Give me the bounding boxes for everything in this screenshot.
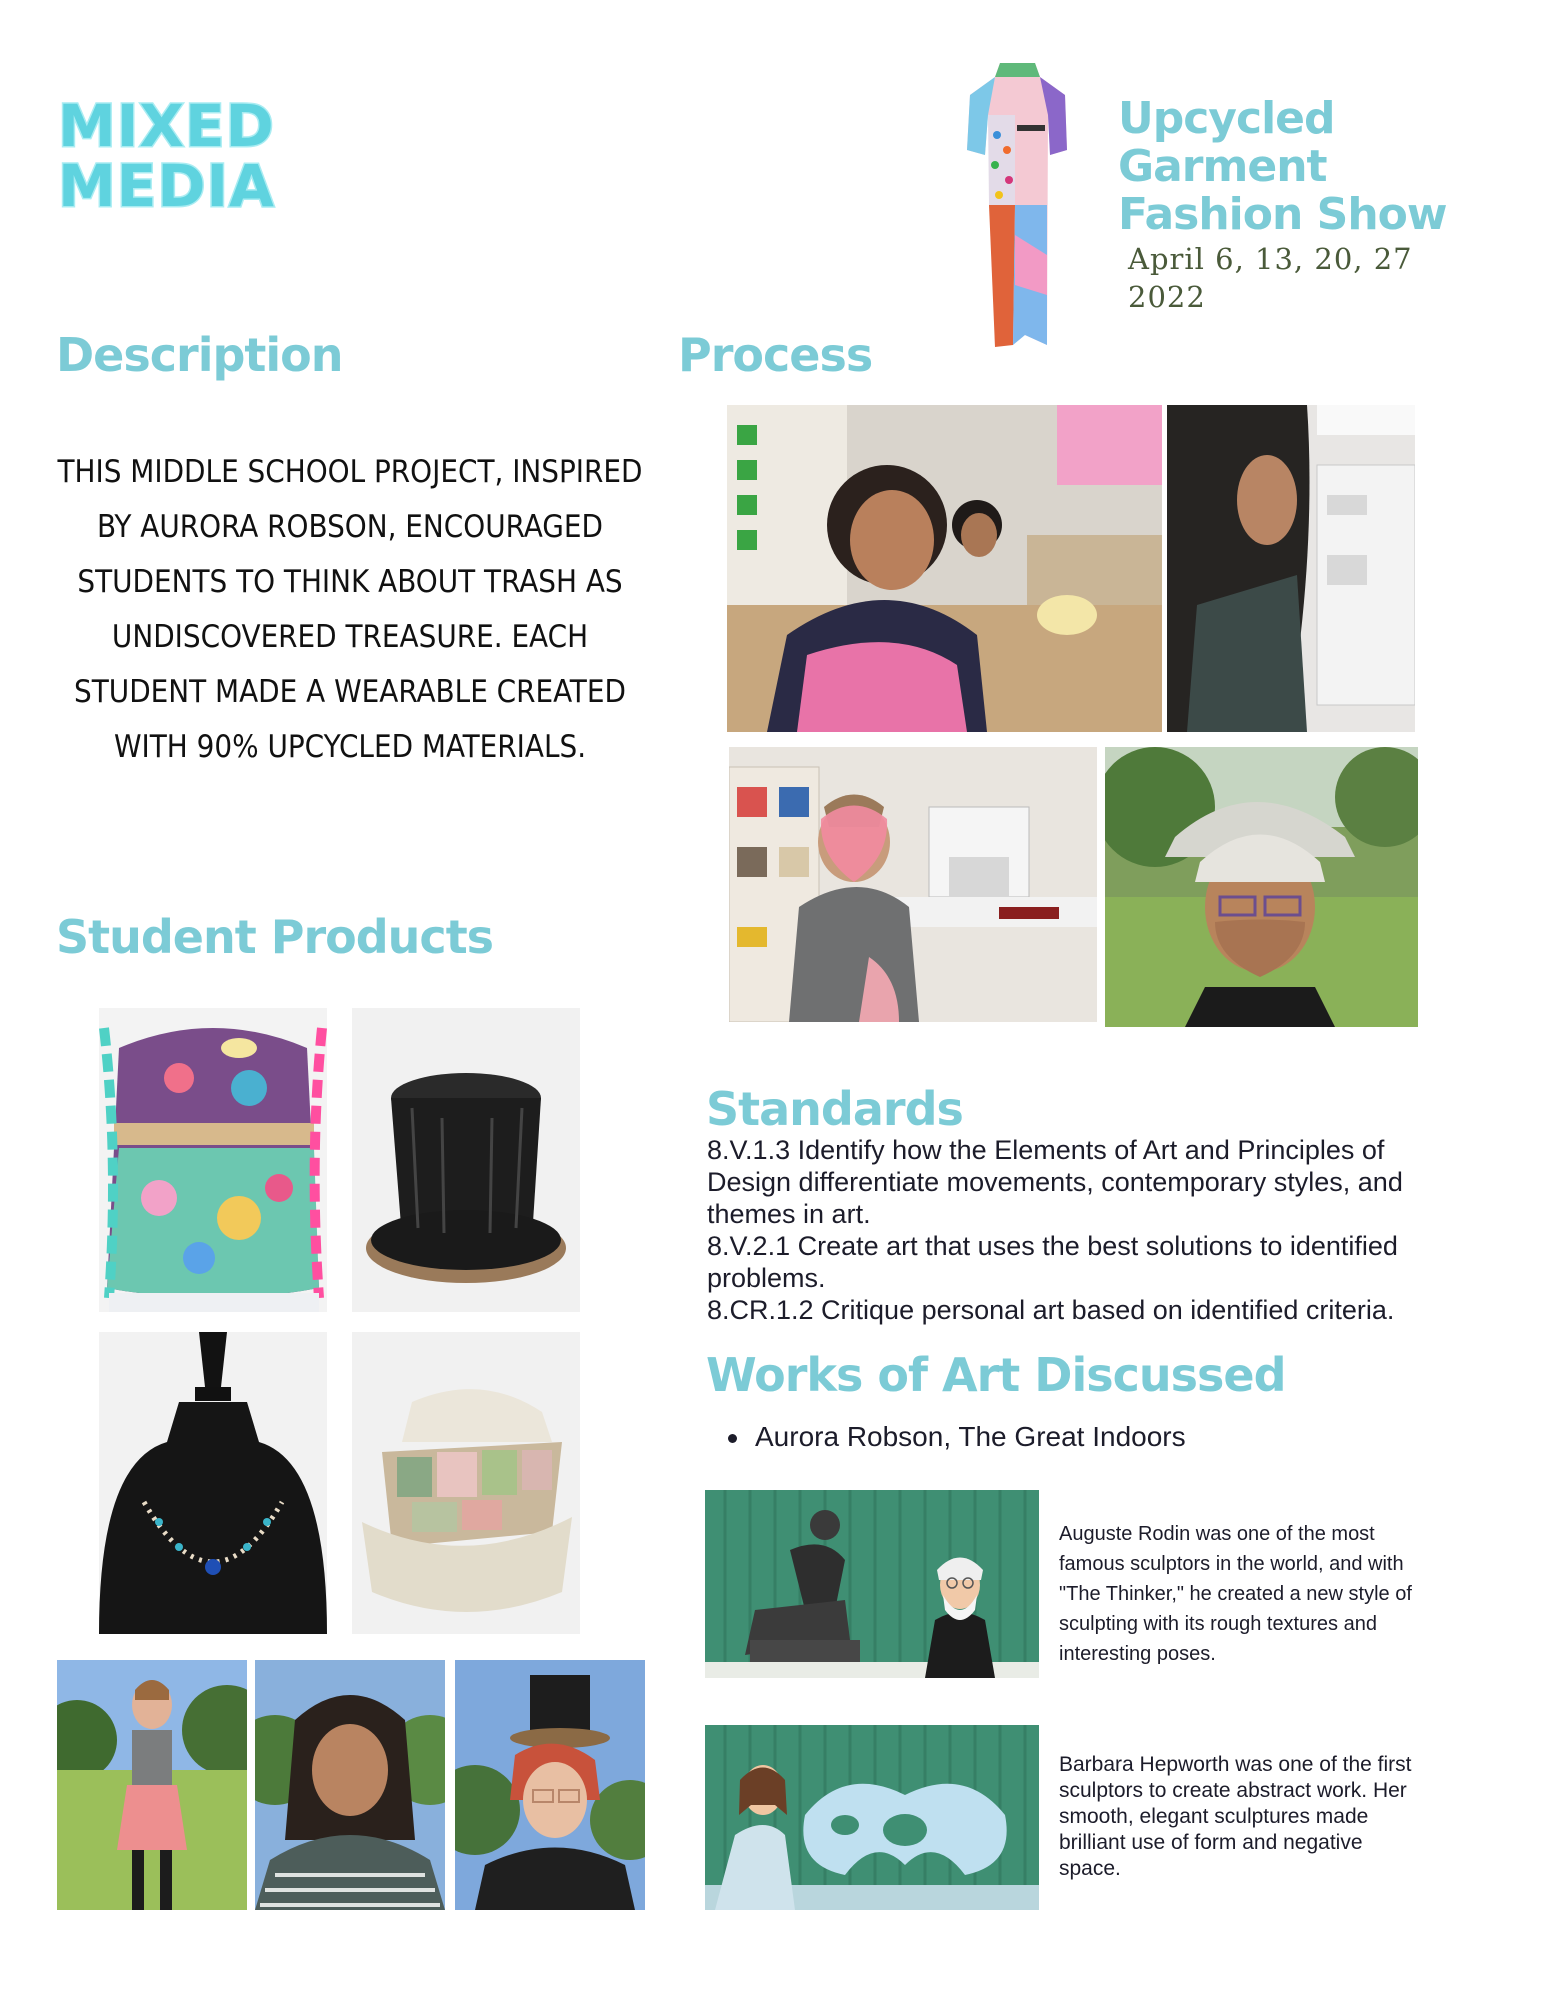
product-photo-backpack [99, 1008, 327, 1312]
event-title [1118, 95, 1447, 239]
rodin-blurb-line: sculpting with its rough textures and [1059, 1613, 1377, 1635]
description-line: STUDENTS TO THINK ABOUT TRASH AS [77, 564, 623, 600]
product-photo-student-top-hat [455, 1660, 645, 1910]
rodin-blurb-line: "The Thinker," he created a new style of [1059, 1583, 1412, 1605]
hepworth-blurb-line: smooth, elegant sculptures made [1059, 1805, 1369, 1828]
standards-line: themes in art. [707, 1199, 871, 1229]
product-photo-student-skirt [57, 1660, 247, 1910]
rodin-blurb [1059, 1519, 1489, 1669]
description-line: STUDENT MADE A WEARABLE CREATED [74, 674, 626, 710]
description-heading: Description [56, 328, 343, 382]
standards-line: 8.V.1.3 Identify how the Elements of Art and Principles of [707, 1135, 1385, 1165]
upcycled-dress-image [955, 55, 1080, 355]
process-heading: Process [678, 328, 873, 382]
hepworth-blurb-line: Barbara Hepworth was one of the first [1059, 1753, 1412, 1776]
student-products-heading: Student Products [56, 910, 494, 964]
description-text [40, 445, 660, 775]
standards-line: 8.CR.1.2 Critique personal art based on identified criteria. [707, 1295, 1395, 1325]
description-line: WITH 90% UPCYCLED MATERIALS. [113, 729, 587, 765]
process-photo-bucket-hat-student [1105, 747, 1418, 1027]
description-line: THIS MIDDLE SCHOOL PROJECT, INSPIRED [57, 454, 643, 490]
rodin-blurb-line: Auguste Rodin was one of the most [1059, 1523, 1375, 1545]
standards-line: 8.V.2.1 Create art that uses the best solutions to identified [707, 1231, 1398, 1261]
bullet-icon [728, 1434, 737, 1443]
hepworth-blurb-line: brilliant use of form and negative [1059, 1831, 1363, 1854]
standards-line: problems. [707, 1263, 826, 1293]
process-photo-student-knitting [729, 747, 1097, 1022]
process-photo-sewing-by-hand [727, 405, 1162, 732]
rodin-blurb-line: interesting poses. [1059, 1643, 1216, 1665]
rodin-blurb-line: famous sculptors in the world, and with [1059, 1553, 1404, 1575]
works-list-item-text: Aurora Robson, The Great Indoors [755, 1421, 1186, 1452]
event-title-line-3: Fashion Show [1118, 189, 1447, 240]
works-list [728, 1420, 1186, 1454]
standards-text [707, 1134, 1487, 1326]
product-photo-student-necklace [255, 1660, 445, 1910]
logo-line-1: MIXED [58, 92, 275, 160]
standards-heading: Standards [706, 1082, 963, 1136]
description-line: UNDISCOVERED TREASURE. EACH [111, 619, 589, 655]
rodin-thinker-illustration [705, 1490, 1039, 1678]
event-dates-days: April 6, 13, 20, 27 [1128, 242, 1413, 276]
hepworth-blurb-line: space. [1059, 1857, 1121, 1880]
logo-line-2: MEDIA [58, 152, 275, 220]
hepworth-blurb-line: sculptors to create abstract work. Her [1059, 1779, 1407, 1802]
hepworth-sculpture-illustration [705, 1725, 1039, 1910]
product-photo-bucket-hat [352, 1332, 580, 1634]
hepworth-blurb [1059, 1752, 1489, 1882]
description-line: BY AURORA ROBSON, ENCOURAGED [96, 509, 603, 545]
works-heading: Works of Art Discussed [706, 1348, 1286, 1402]
process-photo-sewing-machine [1167, 405, 1415, 732]
product-photo-top-hat [352, 1008, 580, 1312]
event-title-line-1: Upcycled [1118, 93, 1335, 144]
works-list-item [728, 1420, 1186, 1454]
event-dates [1128, 240, 1413, 316]
standards-line: Design differentiate movements, contemporary styles, and [707, 1167, 1403, 1197]
event-dates-year: 2022 [1128, 280, 1206, 314]
mixed-media-logo [58, 92, 275, 220]
event-title-line-2: Garment [1118, 141, 1327, 192]
product-photo-necklace [99, 1332, 327, 1634]
